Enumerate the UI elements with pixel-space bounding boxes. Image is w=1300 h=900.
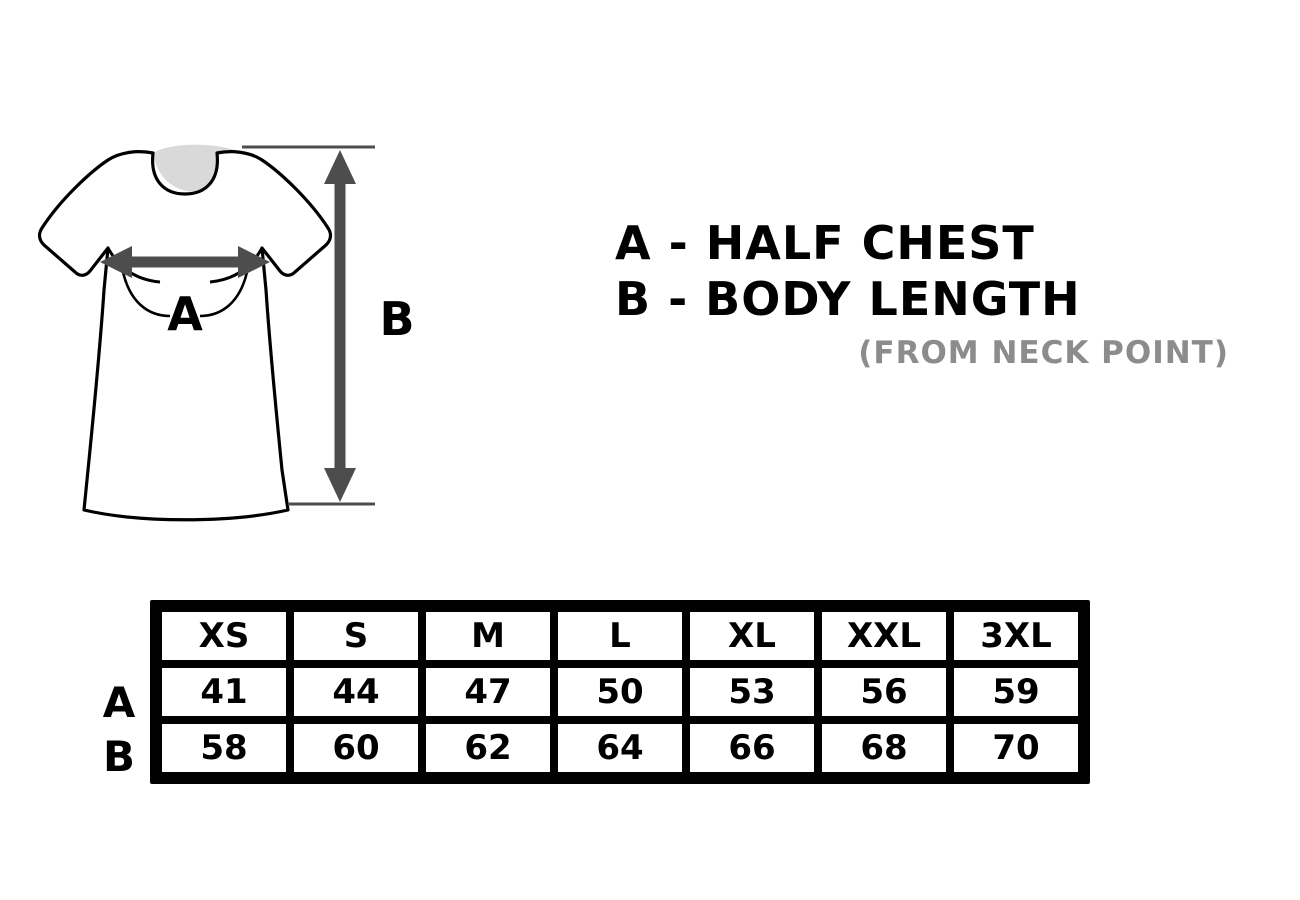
cell-a-s: 44 xyxy=(290,664,422,720)
row-label-spacer xyxy=(88,624,150,676)
header-cell-l: L xyxy=(554,608,686,664)
cell-a-xs: 41 xyxy=(158,664,290,720)
header-cell-xl: XL xyxy=(686,608,818,664)
cell-a-xl: 53 xyxy=(686,664,818,720)
size-table xyxy=(150,600,1090,784)
header-cell-xxl: XXL xyxy=(818,608,950,664)
header-cell-m: M xyxy=(422,608,554,664)
cell-a-l: 50 xyxy=(554,664,686,720)
legend-subtext: (FROM NECK POINT) xyxy=(858,335,1229,372)
cell-b-s: 60 xyxy=(290,720,422,776)
header-cell-s: S xyxy=(290,608,422,664)
row-label-column xyxy=(88,600,150,784)
table-row xyxy=(158,664,1082,720)
row-label-a: A xyxy=(102,678,136,727)
size-chart xyxy=(88,600,1090,784)
table-row xyxy=(158,720,1082,776)
legend xyxy=(615,215,1235,371)
cell-b-m: 62 xyxy=(422,720,554,776)
header-cell-xs: XS xyxy=(158,608,290,664)
cell-b-l: 64 xyxy=(554,720,686,776)
header-cell-3xl: 3XL xyxy=(950,608,1082,664)
label-a: A xyxy=(167,287,203,341)
body-length-arrow xyxy=(324,150,356,502)
cell-b-xs: 58 xyxy=(158,720,290,776)
tshirt-svg xyxy=(20,120,540,540)
cell-a-3xl: 59 xyxy=(950,664,1082,720)
legend-half-chest: A - HALF CHEST xyxy=(615,216,1035,270)
cell-a-xxl: 56 xyxy=(818,664,950,720)
legend-body-length: B - BODY LENGTH xyxy=(615,272,1081,327)
cell-b-xl: 66 xyxy=(686,720,818,776)
table-header-row xyxy=(158,608,1082,664)
cell-b-3xl: 70 xyxy=(950,720,1082,776)
tshirt-measurement-illustration xyxy=(20,120,540,540)
row-label-b: B xyxy=(102,732,135,781)
label-b: B xyxy=(379,292,415,346)
cell-b-xxl: 68 xyxy=(818,720,950,776)
cell-a-m: 47 xyxy=(422,664,554,720)
